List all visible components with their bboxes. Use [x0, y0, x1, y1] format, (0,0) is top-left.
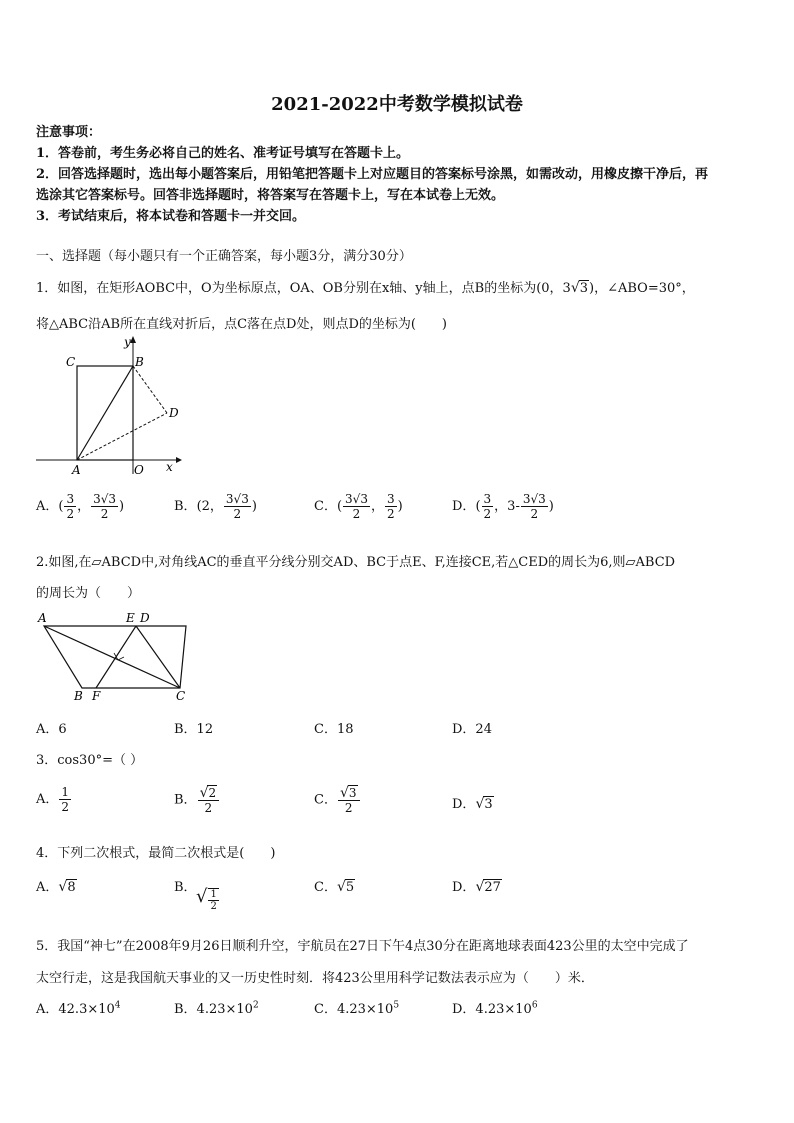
q1-stem-part1: 1．如图，在矩形AOBC中，O为坐标原点，OA、OB分别在x轴、y轴上，点B的坐标为(0，3 — [36, 281, 571, 296]
sqrt-radicand: 8 — [67, 880, 76, 895]
sqrt-radicand: 3 — [579, 281, 589, 296]
y-axis-arrow — [130, 336, 136, 343]
option-text: 3- — [507, 499, 520, 514]
sqrt-symbol: √ — [475, 796, 485, 812]
label-f: F — [92, 689, 101, 703]
denominator: 2 — [233, 507, 242, 521]
sqrt-symbol: √ — [199, 785, 209, 801]
q1-stem-line1 — [36, 277, 695, 296]
exponent: 5 — [393, 1000, 400, 1011]
q1-option-d[interactable]: D．( $\frac{3}{2}$ ，3- $\frac{3√3}{2}$ ) — [452, 492, 554, 521]
option-text: C．4.23×10 — [314, 1002, 394, 1017]
label-o: O — [134, 463, 144, 476]
numerator: 1 — [210, 888, 217, 900]
label-e: E — [126, 611, 135, 625]
denominator: 2 — [204, 801, 213, 815]
diagonal-ac — [44, 626, 180, 688]
option-letter: C． — [314, 792, 337, 808]
notice-item-1: 1．答卷前，考生务必将自己的姓名、准考证号填写在答题卡上。 — [36, 146, 410, 161]
fraction — [482, 492, 494, 521]
label-x: x — [166, 460, 173, 474]
option-letter: D． — [452, 797, 476, 812]
fraction — [208, 888, 218, 912]
numerator — [198, 785, 220, 801]
denominator: 2 — [530, 507, 539, 521]
option-letter: A． — [36, 792, 59, 807]
option-letter: C． — [314, 880, 337, 895]
q3-option-d[interactable] — [452, 793, 494, 812]
numerator: 1 — [61, 785, 70, 799]
sqrt-radicand: 3 — [484, 797, 493, 812]
option-letter: C． — [314, 499, 337, 514]
label-y: y — [124, 335, 131, 349]
q1-option-b[interactable]: B．(2， $\frac{3√3}{2}$ ) — [174, 492, 257, 521]
x-axis-arrow — [176, 457, 182, 463]
fraction — [91, 492, 118, 521]
q4-option-b[interactable] — [174, 876, 197, 895]
sqrt-radicand: 5 — [345, 880, 355, 895]
fraction — [64, 492, 76, 521]
fraction — [224, 492, 251, 521]
denominator: 2 — [386, 507, 395, 521]
notice-heading: 注意事项： — [36, 125, 102, 140]
label-c: C — [66, 355, 76, 369]
label-a: A — [38, 611, 47, 625]
q5-stem-line1: 5．我国“神七”在2008年9月26日顺利升空，宇航员在27日下午4点30分在距离地球表面423公里的太空中完成了 — [36, 939, 689, 954]
denominator: 2 — [483, 507, 492, 521]
q3-option-c[interactable] — [314, 785, 361, 815]
option-letter: A． — [36, 880, 59, 895]
option-letter: B． — [174, 792, 197, 808]
q4-option-a[interactable] — [36, 876, 77, 895]
segment-bd — [133, 366, 167, 413]
label-d: D — [169, 406, 179, 420]
sqrt-radicand: 3 — [348, 786, 357, 800]
fraction — [385, 492, 397, 521]
section-heading: 一、选择题（每小题只有一个正确答案，每小题3分，满分30分） — [36, 249, 412, 264]
sqrt-symbol: √ — [475, 879, 485, 895]
option-text: B．4.23×10 — [174, 1002, 253, 1017]
numerator: 3√3 — [225, 492, 249, 506]
exponent: 2 — [252, 1000, 259, 1011]
q4-stem: 4．下列二次根式，最简二次根式是( ) — [36, 846, 276, 861]
q5-option-c[interactable] — [314, 998, 399, 1017]
option-letter: D． — [452, 880, 476, 895]
q2-option-c[interactable]: C．18 — [314, 722, 354, 737]
denominator: 2 — [66, 507, 75, 521]
label-b: B — [135, 355, 144, 369]
numerator: 3 — [66, 492, 75, 506]
q1-figure — [36, 334, 186, 476]
q4-option-d[interactable] — [452, 876, 502, 895]
label-d: D — [140, 611, 150, 625]
label-c: C — [176, 689, 186, 703]
fraction — [198, 785, 220, 815]
q1-option-a[interactable]: A．( $\frac{3}{2}$ ， $\frac{3√3}{2}$ ) — [36, 492, 125, 521]
option-text: (2， — [196, 499, 223, 514]
q2-option-d[interactable]: D．24 — [452, 722, 492, 737]
notice-item-2a: 2．回答选择题时，选出每小题答案后，用铅笔把答题卡上对应题目的答案标号涂黑，如需改动，用橡皮擦干净后，再 — [36, 167, 709, 182]
sqrt-symbol: √ — [339, 785, 349, 801]
denominator: 2 — [61, 800, 70, 814]
sqrt-symbol: √ — [336, 879, 346, 895]
denominator: 2 — [352, 507, 361, 521]
label-b: B — [74, 689, 83, 703]
q3-stem: 3．cos30°=（ ） — [36, 753, 144, 768]
q2-figure — [36, 608, 196, 704]
sqrt-symbol: √ — [196, 886, 208, 907]
notice-item-3: 3．考试结束后，将本试卷和答题卡一并交回。 — [36, 209, 306, 224]
segment-ce — [136, 626, 180, 688]
numerator: 3√3 — [93, 492, 117, 506]
page-title: 2021-2022中考数学模拟试卷 — [271, 94, 523, 115]
sqrt-symbol: √ — [570, 280, 580, 296]
q5-option-b[interactable] — [174, 998, 259, 1017]
sqrt-symbol: √ — [58, 879, 68, 895]
numerator — [338, 785, 360, 801]
option-text: A．42.3×10 — [36, 1002, 115, 1017]
fraction — [59, 785, 71, 814]
numerator: 3 — [386, 492, 395, 506]
q2-option-a[interactable]: A．6 — [36, 722, 67, 737]
exponent: 6 — [531, 1000, 538, 1011]
q4-option-b-radical — [196, 886, 220, 912]
option-letter: A． — [36, 499, 59, 514]
denominator: 2 — [210, 900, 217, 912]
fraction — [521, 492, 548, 521]
label-a: A — [72, 463, 81, 476]
option-letter: B． — [174, 880, 197, 895]
denominator: 2 — [100, 507, 109, 521]
option-letter: B． — [174, 499, 197, 514]
option-text: D．4.23×10 — [452, 1002, 532, 1017]
q3-option-a[interactable] — [36, 785, 72, 814]
denominator: 2 — [344, 801, 353, 815]
q2-option-b[interactable]: B．12 — [174, 722, 214, 737]
q1-stem-line2: 将△ABC沿AB所在直线对折后，点C落在点D处，则点D的坐标为( ) — [36, 317, 448, 332]
q5-option-a[interactable] — [36, 998, 121, 1017]
q5-option-d[interactable] — [452, 998, 538, 1017]
q4-option-c[interactable] — [314, 876, 355, 895]
sqrt-radicand: 2 — [208, 786, 217, 800]
q2-stem-line1: 2.如图,在▱ABCD中,对角线AC的垂直平分线分别交AD、BC于点E、F,连接CE,若△CED的周长为6,则▱ABCD — [36, 555, 676, 570]
q2-stem-line2: 的周长为（ ） — [36, 586, 141, 601]
notice-item-2b: 选涂其它答案标号。回答非选择题时，将答案写在答题卡上，写在本试卷上无效。 — [36, 188, 505, 203]
q1-stem-part2: )，∠ABO=30°， — [589, 281, 695, 296]
q1-option-c[interactable]: C．( $\frac{3√3}{2}$ ， $\frac{3}{2}$ ) — [314, 492, 403, 521]
q5-stem-line2: 太空行走，这是我国航天事业的又一历史性时刻．将423公里用科学记数法表示应为（ ）米． — [36, 971, 594, 986]
exponent: 4 — [114, 1000, 121, 1011]
numerator: 3 — [483, 492, 492, 506]
numerator: 3√3 — [345, 492, 368, 506]
sqrt-radicand: 27 — [484, 880, 501, 895]
fraction — [343, 492, 370, 521]
option-letter: D． — [452, 499, 476, 514]
q3-option-b[interactable] — [174, 785, 220, 815]
numerator: 3√3 — [522, 492, 546, 506]
fraction — [338, 785, 360, 815]
